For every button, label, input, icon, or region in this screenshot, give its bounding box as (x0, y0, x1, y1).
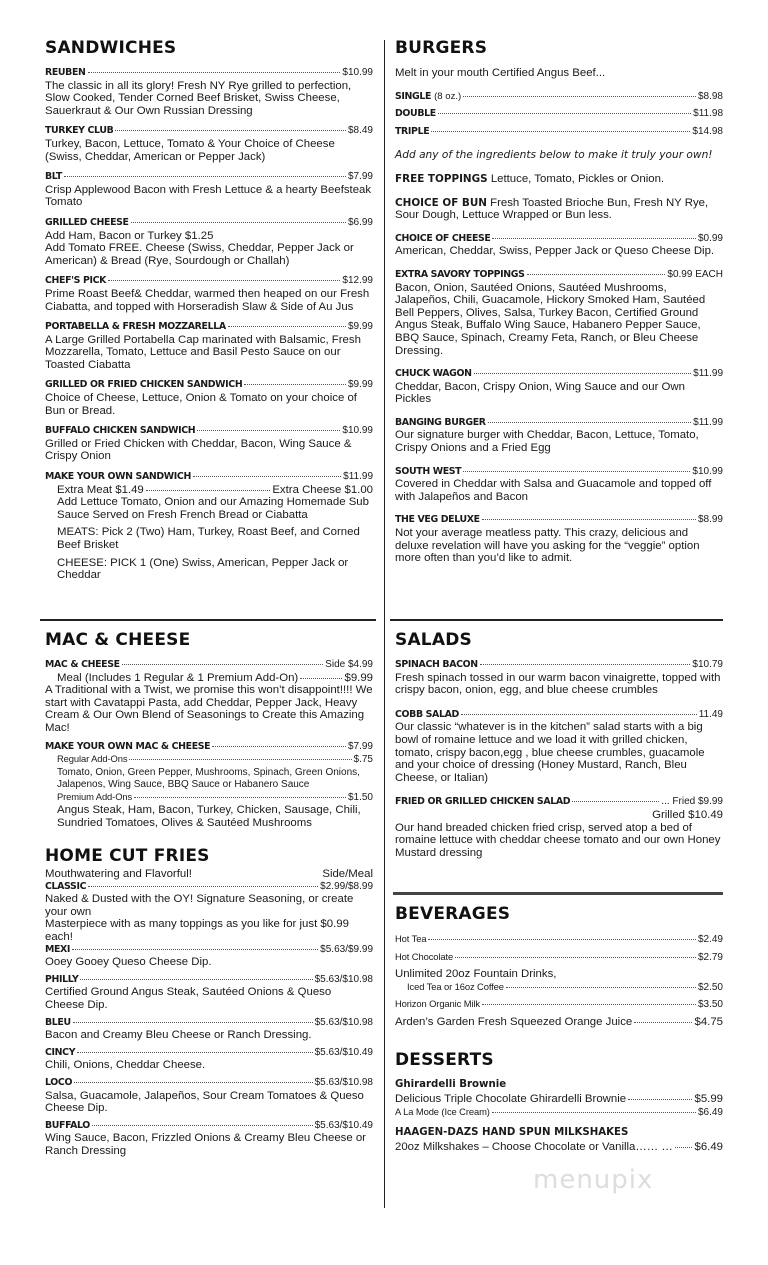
dot-leader (634, 1022, 692, 1023)
item-row (45, 217, 373, 230)
item-name: Regular Add-Ons (57, 753, 128, 765)
tagline: Mouthwatering and Flavorful! (45, 868, 192, 880)
dot-leader (455, 957, 696, 958)
item-name: SOUTH WEST (395, 465, 462, 477)
item-description: Not your average meatless patty. This crazy, delicious and deluxe revelation will have you asking for the “veggie” option more often than you’d like to admit. (395, 527, 700, 565)
item-description: Bacon, Onion, Sautéed Onions, Sautéed Mushrooms, Jalapeños, Chili, Guacamole, Hickory Smoked Ham, Sautéed Bell Peppers, Olives, Salsa, Turkey Bacon, Certified Ground Angus Steak, Buffalo Wing Sauce, Habanero Pepper Sauce, BBQ Sauce, Spinach, Creamy Feta, Ranch, or Bleu Cheese Dressing. (395, 281, 706, 357)
item-description: CHEESE: PICK 1 (One) Swiss, American, Pepper Jack or Cheddar (57, 556, 349, 582)
menu-item (45, 1077, 373, 1115)
item-name: MAKE YOUR OWN MAC & CHEESE (45, 740, 211, 752)
item-name: CHUCK WAGON (395, 368, 472, 380)
item-name: MEXI (45, 943, 71, 955)
item-description: Ooey Gooey Queso Cheese Dip. (45, 956, 212, 969)
item-price: $0.99 EACH (667, 268, 723, 280)
item-row (395, 1141, 723, 1154)
item-price: $5.63/$10.98 (314, 1076, 373, 1088)
dot-leader (506, 987, 696, 988)
item-row (395, 981, 723, 995)
item-price: Side $4.99 (325, 659, 373, 670)
column-label: Side/Meal (322, 868, 373, 880)
item-name: REUBEN (45, 67, 86, 78)
dot-leader (488, 422, 692, 423)
item-row (45, 944, 373, 957)
item-name: BANGING BURGER (395, 416, 486, 428)
dot-leader (115, 130, 346, 131)
item-price: $9.99 (347, 321, 373, 333)
menu-item (395, 368, 723, 406)
option-text: Lettuce, Tomato, Pickles or Onion. (490, 172, 665, 185)
dot-leader (92, 1125, 313, 1126)
item-name: Delicious Triple Chocolate Ghirardelli Brownie (395, 1093, 627, 1105)
menu-item (45, 171, 373, 209)
item-name: COBB SALAD (395, 708, 459, 720)
item-row (395, 1106, 723, 1120)
item-price: ... Fried $9.99 (661, 796, 723, 808)
menu-item (395, 709, 723, 785)
item-row (395, 998, 723, 1012)
item-description: Fresh spinach tossed in our warm bacon vinaigrette, topped with crispy bacon, onion, egg, and blue cheese crumbles (395, 671, 721, 697)
item-row (395, 126, 723, 139)
menu-item (395, 149, 723, 162)
item-price: $2.50 (697, 981, 723, 993)
item-price: $8.99 (697, 514, 723, 526)
option-label: FREE TOPPINGS (395, 172, 488, 185)
menu-item (395, 968, 723, 994)
item-name: SPINACH BACON (395, 659, 478, 670)
item-name: Horizon Organic Milk (395, 998, 481, 1010)
item-price: $3.50 (697, 999, 723, 1011)
section-divider-right (390, 619, 723, 621)
item-name: CINCY (45, 1046, 76, 1058)
section-salads (395, 630, 723, 871)
item-description: Unlimited 20oz Fountain Drinks, (395, 968, 557, 981)
item-row (395, 1016, 723, 1029)
item-price: 11.49 (698, 708, 723, 720)
item-row (45, 791, 373, 805)
item-price: $8.98 (697, 90, 723, 102)
item-price: $14.98 (692, 125, 723, 137)
dot-leader (463, 96, 696, 97)
dot-leader (300, 678, 342, 679)
watermark-logo: menupix (533, 1165, 654, 1195)
item-name: BUFFALO (45, 1119, 90, 1131)
item-row (395, 269, 723, 282)
item-name: TRIPLE (395, 125, 430, 137)
item-price: $.75 (353, 754, 373, 766)
item-name: BLT (45, 171, 62, 183)
item-price: $6.49 (694, 1141, 723, 1154)
item-description: MEATS: Pick 2 (Two) Ham, Turkey, Roast Beef, and Corned Beef Brisket (57, 526, 360, 551)
item-price: $9.99 (347, 379, 373, 391)
item-row (45, 672, 373, 685)
note-text: Add any of the ingredients below to make it truly your own! (395, 149, 713, 162)
item-name: Premium Add-Ons (57, 790, 133, 802)
item-row (45, 425, 373, 438)
section-mac-cheese (45, 630, 373, 836)
dot-leader (64, 176, 346, 177)
item-price: $5.63/$10.49 (314, 1119, 373, 1131)
dot-leader (492, 238, 696, 239)
item-description: Crisp Applewood Bacon with Fresh Lettuce & a hearty Beefsteak Tomato (45, 183, 372, 209)
alt-price: Grilled $10.49 (652, 808, 723, 821)
item-price: $10.99 (342, 67, 373, 78)
item-description: Our hand breaded chicken fried crisp, served atop a bed of romaine lettuce with cheddar cheese tomato and our own Honey Mustard dressing (395, 821, 721, 859)
item-row (45, 171, 373, 184)
dot-leader (146, 490, 271, 491)
dot-leader (74, 1082, 313, 1083)
section-divider-beverages (393, 892, 723, 895)
item-name: CLASSIC (45, 880, 87, 892)
item-description: Covered in Cheddar with Salsa and Guacamole and topped off with Jalapeños and Bacon (395, 478, 712, 503)
option-label: CHOICE OF BUN (395, 196, 487, 209)
menu-item (395, 1079, 723, 1119)
dot-leader (482, 1004, 696, 1005)
menu-item (395, 233, 723, 258)
item-name: LOCO (45, 1076, 73, 1088)
menu-item (395, 466, 723, 504)
item-price: $10.79 (692, 659, 723, 670)
item-row (45, 1017, 373, 1030)
item-row (395, 951, 723, 965)
menu-item (395, 269, 723, 357)
item-name: A La Mode (Ice Cream) (395, 1105, 490, 1117)
item-description: Wing Sauce, Bacon, Frizzled Onions & Creamy Bleu Cheese or Ranch Dressing (45, 1132, 366, 1157)
item-row (395, 233, 723, 246)
dot-leader (197, 430, 340, 431)
item-row (45, 1077, 373, 1090)
item-name: CHEF'S PICK (45, 275, 107, 287)
item-description: Naked & Dusted with the OY! Signature Seasoning, or create your own (45, 893, 354, 918)
dot-leader (480, 664, 691, 665)
item-row (45, 1047, 373, 1060)
item-name: Extra Meat $1.49 (57, 483, 144, 496)
column-divider (384, 40, 385, 1208)
item-description: Angus Steak, Ham, Bacon, Turkey, Chicken, Sausage, Chili, Sundried Tomatoes, Olives & Sautéed Mushrooms (57, 804, 361, 829)
item-price: $10.99 (692, 465, 723, 477)
dot-leader (461, 714, 697, 715)
item-description: A Large Grilled Portabella Cap marinated with Balsamic, Fresh Mozzarella, Tomato, Lettuce and Basil Pesto Sauce on our Toasted Ciabatta (45, 333, 361, 371)
dot-leader (463, 471, 690, 472)
item-row (45, 484, 373, 497)
menu-item (395, 659, 723, 697)
dot-leader (72, 949, 318, 950)
item-price: $2.79 (697, 951, 723, 963)
item-name: BLEU (45, 1016, 71, 1028)
dot-leader (129, 759, 351, 760)
menu-item (45, 379, 373, 417)
item-row (45, 275, 373, 288)
item-name: MAC & CHEESE (45, 659, 120, 670)
option-text: Fresh Toasted Brioche Bun, Fresh NY Rye, Sour Dough, Lettuce Wrapped or Bun less. (395, 196, 709, 222)
item-row (45, 321, 373, 334)
item-name: Iced Tea or 16oz Coffee (407, 980, 504, 992)
item-row (395, 466, 723, 479)
menu-item (45, 1017, 373, 1042)
item-price: $8.49 (347, 125, 373, 137)
item-name: MAKE YOUR OWN SANDWICH (45, 471, 191, 483)
item-price: $0.99 (697, 232, 723, 244)
dot-leader (77, 1052, 312, 1053)
item-row (395, 1093, 723, 1106)
dot-leader (193, 476, 341, 477)
section-burgers (395, 38, 723, 576)
item-description: Masterpiece with as many toppings as you like for just $0.99 each! (45, 918, 349, 943)
item-row (45, 67, 373, 80)
item-description: Add Ham, Bacon or Turkey $1.25 (45, 229, 214, 242)
item-row (395, 368, 723, 381)
item-price: $6.99 (347, 216, 373, 228)
dot-leader (628, 1099, 692, 1100)
menu-item (395, 197, 723, 222)
section-title: DESSERTS (395, 1050, 494, 1070)
item-price: $9.99 (344, 671, 373, 684)
item-price: $5.63/$10.49 (314, 1046, 373, 1058)
item-name: 20oz Milkshakes – Choose Chocolate or Vanilla…… … (395, 1141, 673, 1154)
item-description: American, Cheddar, Swiss, Pepper Jack or Queso Cheese Dip. (395, 245, 715, 258)
item-row (395, 91, 723, 104)
dot-leader (431, 131, 690, 132)
item-row (45, 741, 373, 754)
item-description: Prime Roast Beef& Cheddar, warmed then heaped on our Fresh Ciabatta, and topped with Horseradish Slaw & Side of Au Jus (45, 287, 370, 313)
menu-item (45, 217, 373, 267)
section-sandwiches (45, 38, 373, 590)
item-name: GRILLED CHEESE (45, 216, 129, 228)
menu-item (395, 1016, 723, 1029)
item-name: FRIED OR GRILLED CHICKEN SALAD (395, 796, 571, 808)
item-price: $4.75 (694, 1015, 723, 1028)
menu-item (45, 275, 373, 313)
item-price: $5.63/$10.98 (314, 973, 373, 985)
menu-item (395, 933, 723, 947)
item-description: Bacon and Creamy Bleu Cheese or Ranch Dressing. (45, 1029, 312, 1042)
menu-item (45, 974, 373, 1012)
item-price: Extra Cheese $1.00 (272, 483, 373, 496)
section-desserts (395, 1050, 723, 1162)
menu-item (395, 951, 723, 965)
item-description: Our classic “whatever is in the kitchen” salad starts with a big bowl of romaine lettuce and we load it with grilled chicken, tomato, crispy bacon,egg , blue cheese crumbles, guacamole and your choice of dressing (Honey Mustard, Ranch, Bleu Cheese, or Italian) (395, 721, 705, 784)
item-name: PORTABELLA & FRESH MOZZARELLA (45, 321, 226, 333)
item-description: Chili, Onions, Cheddar Cheese. (45, 1059, 206, 1072)
menu-item (395, 417, 723, 455)
item-row (395, 933, 723, 947)
menu-item (45, 67, 373, 117)
item-description: Add Lettuce Tomato, Onion and our Amazing Homemade Sub Sauce Served on Fresh French Bread or Ciabatta (57, 496, 369, 521)
item-price: $1.50 (347, 791, 373, 803)
dot-leader (80, 979, 312, 980)
item-row (395, 108, 723, 121)
dot-leader (134, 797, 346, 798)
item-name: TURKEY CLUB (45, 125, 114, 137)
menu-item (395, 67, 723, 80)
item-description: Melt in your mouth Certified Angus Beef... (395, 67, 606, 79)
item-description: Cheddar, Bacon, Crispy Onion, Wing Sauce and our Own Pickles (395, 380, 685, 406)
item-name: CHOICE OF CHEESE (395, 232, 491, 244)
item-price: $10.99 (342, 425, 373, 437)
item-price: $2.49 (697, 934, 723, 945)
item-name: SINGLE (395, 90, 432, 102)
item-row (395, 709, 723, 722)
item-price: $12.99 (342, 275, 373, 287)
item-price: $6.49 (697, 1106, 723, 1118)
section-home-cut-fries (45, 846, 373, 1162)
item-row (45, 753, 373, 767)
item-description: Choice of Cheese, Lettuce, Onion & Tomato on your choice of Bun or Bread. (45, 392, 357, 417)
menu-item (45, 471, 373, 582)
dot-leader (474, 373, 692, 374)
item-price: $7.99 (347, 740, 373, 752)
dot-leader (527, 274, 666, 275)
dot-leader (122, 664, 324, 665)
menu-item (395, 91, 723, 139)
menu-item (395, 173, 723, 186)
menu-item (45, 425, 373, 463)
item-name: Hot Chocolate (395, 950, 454, 962)
dot-leader (88, 72, 341, 73)
menu-item (45, 321, 373, 371)
dot-leader (73, 1022, 313, 1023)
item-price: $11.98 (693, 108, 723, 120)
menu-item (45, 1120, 373, 1158)
item-description: Add Tomato FREE. Cheese (Swiss, Cheddar, Pepper Jack or American) & Bread (Rye, Sourdough or Challah) (45, 242, 354, 267)
dot-leader (572, 801, 659, 802)
item-description: Tomato, Onion, Green Pepper, Mushrooms, Spinach, Green Onions, Jalapenos, Wing Sauce, BBQ Sauce or Habanero Sauce (57, 766, 360, 790)
item-row (395, 514, 723, 527)
dot-leader (108, 280, 340, 281)
item-name: Arden’s Garden Fresh Squeezed Orange Juice (395, 1015, 633, 1028)
menu-item (45, 659, 373, 735)
item-row (45, 379, 373, 392)
section-beverages (395, 904, 723, 1033)
menu-item (45, 868, 373, 969)
section-title: BEVERAGES (395, 904, 511, 924)
menu-item (395, 998, 723, 1012)
item-name: GRILLED OR FRIED CHICKEN SANDWICH (45, 379, 243, 391)
option-line (395, 197, 723, 222)
item-description: The classic in all its glory! Fresh NY Rye grilled to perfection, Slow Cooked, Tender Corned Beef Brisket, Swiss Cheese, Sauerkraut & Our Own Russian Dressing (45, 79, 352, 117)
item-description: Salsa, Guacamole, Jalapeños, Sour Cream Tomatoes & Queso Cheese Dip. (45, 1089, 364, 1115)
dot-leader (675, 1147, 693, 1148)
item-description: Turkey, Bacon, Lettuce, Tomato & Your Choice of Cheese (Swiss, Cheddar, American or Pepper Jack) (45, 137, 335, 163)
dot-leader (438, 113, 691, 114)
item-name: Meal (Includes 1 Regular & 1 Premium Add-On) (57, 671, 299, 684)
item-price: $11.99 (693, 368, 723, 380)
item-price: $5.99 (694, 1093, 723, 1105)
item-row (395, 796, 723, 809)
dot-leader (492, 1112, 696, 1113)
item-price: $2.99/$8.99 (320, 880, 373, 892)
item-price: $11.99 (343, 471, 373, 483)
menu-item (395, 796, 723, 859)
section-title: MAC & CHEESE (45, 630, 191, 650)
item-name: BUFFALO CHICKEN SANDWICH (45, 425, 196, 437)
item-row (45, 881, 373, 894)
item-row (45, 1120, 373, 1133)
item-row (45, 471, 373, 484)
item-row (45, 659, 373, 672)
menu-item (45, 125, 373, 163)
dot-leader (244, 384, 346, 385)
dot-leader (212, 746, 346, 747)
item-note: (8 oz.) (434, 90, 462, 102)
item-price: $7.99 (347, 171, 373, 183)
item-name: Hot Tea (395, 933, 427, 944)
section-title: BURGERS (395, 38, 488, 58)
section-title: SALADS (395, 630, 472, 650)
dot-leader (228, 326, 346, 327)
section-divider-left (40, 619, 376, 621)
item-description: Our signature burger with Cheddar, Bacon, Lettuce, Tomato, Crispy Onions and a Fried Egg (395, 429, 699, 455)
menu-item (45, 741, 373, 830)
subheading: Ghirardelli Brownie (395, 1079, 507, 1090)
item-name: DOUBLE (395, 108, 436, 120)
item-price: $11.99 (693, 416, 723, 428)
menu-item (45, 1047, 373, 1072)
item-name: THE VEG DELUXE (395, 514, 480, 526)
item-row (45, 974, 373, 987)
item-row (45, 125, 373, 138)
section-title: HOME CUT FRIES (45, 846, 210, 866)
item-description: Grilled or Fried Chicken with Cheddar, Bacon, Wing Sauce & Crispy Onion (45, 437, 352, 463)
dot-leader (131, 222, 346, 223)
dot-leader (428, 939, 696, 940)
item-price: $5.63/$9.99 (320, 943, 373, 955)
section-title: SANDWICHES (45, 38, 177, 58)
item-row (395, 659, 723, 672)
item-description: Certified Ground Angus Steak, Sautéed Onions & Queso Cheese Dip. (45, 986, 332, 1011)
subheading: HAAGEN-DAZS HAND SPUN MILKSHAKES (395, 1127, 629, 1139)
item-description: A Traditional with a Twist, we promise this won’t disappoint!!!! We start with Cavatappi Pasta, add Cheddar, Pepper Jack, Heavy Cream & Our Own Blend of Seasonings to Create this Amazing Mac! (45, 684, 373, 734)
item-row (395, 417, 723, 430)
menu-item (395, 514, 723, 564)
dot-leader (88, 886, 318, 887)
item-name: PHILLY (45, 973, 79, 985)
option-line (395, 173, 723, 186)
split-line (45, 868, 373, 881)
menu-item (395, 1127, 723, 1154)
item-price: $5.63/$10.98 (314, 1016, 373, 1028)
dot-leader (482, 519, 696, 520)
item-name: EXTRA SAVORY TOPPINGS (395, 268, 525, 280)
